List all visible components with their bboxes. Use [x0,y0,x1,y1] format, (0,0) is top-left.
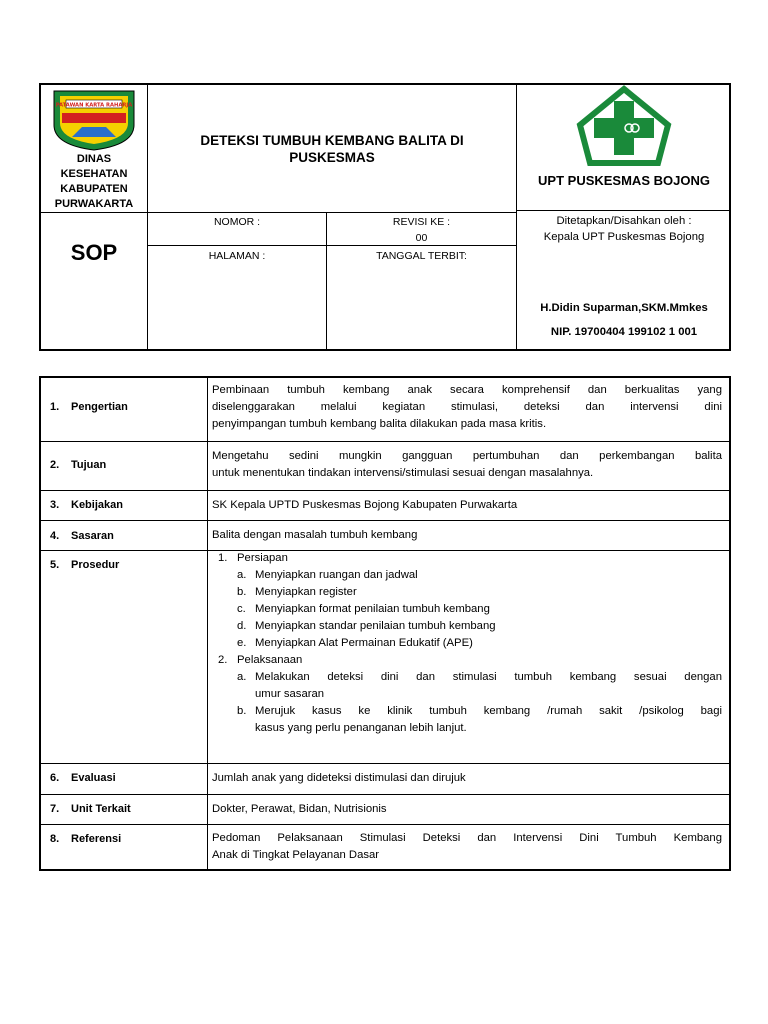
table-row [41,763,729,795]
item-line: kasus yang perlu penanganan lebih lanjut. [255,722,467,734]
row-number: 5. [50,559,60,571]
item-line: umur sasaran [255,688,325,700]
list-item [212,567,722,584]
revisi-label: REVISI KE : [392,216,451,228]
item-line: Melakukan deteksi dini dan stimulasi tumbuh kembang sesuai dengan [255,671,722,683]
purwakarta-crest-logo [52,87,136,151]
nomor-label: NOMOR : [213,216,261,228]
row-content [212,448,722,482]
table-row [41,794,729,825]
approval-line: Kepala UPT Puskesmas Bojong [543,231,705,243]
halaman-label: HALAMAN : [208,250,266,262]
content-line: Mengetahu sedini mungkin gangguan pertumbuhan dan perkembangan balita [212,450,722,462]
item-text: Menyiapkan Alat Permainan Edukatif (APE) [255,637,473,649]
item-line: Merujuk kasus ke klinik tumbuh kembang /rumah sakit /psikolog bagi [255,705,722,717]
item-marker: a. [237,569,247,581]
official-nip: NIP. 19700404 199102 1 001 [550,326,698,338]
content-line: Jumlah anak yang dideteksi distimulasi dan dirujuk [212,772,466,784]
row-content [212,830,722,864]
sop-header-table [39,83,731,351]
row-label: Pengertian [71,401,128,413]
item-text [255,703,722,737]
sop-label: SOP [70,240,118,265]
row-label: Unit Terkait [71,803,131,815]
item-marker: c. [237,603,246,615]
agency-line: KESEHATAN [60,168,128,180]
item-marker: b. [237,586,247,598]
step-marker: 1. [218,552,228,564]
content-line: penyimpangan tumbuh kembang balita dilakukan pada masa kritis. [212,418,547,430]
org-name: UPT PUSKESMAS BOJONG [538,173,710,188]
item-marker: e. [237,637,247,649]
row-label: Sasaran [71,530,114,542]
revisi-value: 00 [415,232,428,244]
row-number: 1. [50,401,60,413]
list-item [212,669,722,703]
row-label: Kebijakan [71,499,123,511]
content-line: Anak di Tingkat Pelayanan Dasar [212,849,380,861]
row-label: Evaluasi [71,772,116,784]
table-row [41,824,729,870]
table-row [41,520,729,551]
agency-line: PURWAKARTA [54,198,134,210]
item-marker: a. [237,671,247,683]
row-number: 8. [50,833,60,845]
approval-block [517,213,731,245]
row-label: Tujuan [71,459,107,471]
row-content [212,801,722,818]
agency-line: DINAS [76,153,112,165]
agency-name [41,152,147,212]
crest-banner-text: PATAWAN KARTA RAHARJA [55,102,133,109]
table-row [41,550,729,764]
prosedur-step [212,652,722,669]
sop-title-line: PUSKESMAS [289,150,375,165]
row-number: 6. [50,772,60,784]
item-text: Menyiapkan format penilaian tumbuh kembang [255,603,490,615]
content-line: SK Kepala UPTD Puskesmas Bojong Kabupaten Purwakarta [212,499,518,511]
content-line: Dokter, Perawat, Bidan, Nutrisionis [212,803,387,815]
row-content [212,382,722,433]
list-item [212,635,722,652]
row-number: 7. [50,803,60,815]
agency-line: KABUPATEN [60,183,128,195]
approval-line: Ditetapkan/Disahkan oleh : [556,215,692,227]
row-content [212,527,722,544]
content-line: Pedoman Pelaksanaan Stimulasi Deteksi dan Intervensi Dini Tumbuh Kembang [212,832,722,844]
puskesmas-logo [576,85,672,167]
table-row [41,378,729,441]
item-text: Menyiapkan register [255,586,357,598]
row-number: 2. [50,459,60,471]
content-line: diselenggarakan melalui kegiatan stimulasi, deteksi dan intervensi dini [212,401,722,413]
row-number: 4. [50,530,60,542]
row-content [212,770,722,787]
tanggal-terbit-label: TANGGAL TERBIT: [376,250,467,262]
list-item [212,601,722,618]
step-marker: 2. [218,654,228,666]
step-title: Persiapan [237,552,288,564]
list-item [212,618,722,635]
item-marker: b. [237,705,247,717]
list-item [212,703,722,737]
list-item [212,584,722,601]
prosedur-step [212,550,722,567]
content-line: untuk menentukan tindakan intervensi/stimulasi sesuai dengan masalahnya. [212,467,594,479]
row-label: Referensi [71,833,122,845]
row-number: 3. [50,499,60,511]
table-row [41,490,729,521]
content-line: Pembinaan tumbuh kembang anak secara komprehensif dan berkualitas yang [212,384,722,396]
row-label: Prosedur [71,559,120,571]
item-marker: d. [237,620,247,632]
sop-title-line: DETEKSI TUMBUH KEMBANG BALITA DI [200,133,464,148]
table-row [41,441,729,491]
prosedur-content [212,550,722,737]
content-line: Balita dengan masalah tumbuh kembang [212,529,418,541]
official-name: H.Didin Suparman,SKM.Mmkes [540,302,708,314]
item-text [255,669,722,703]
sop-content-table [39,376,731,871]
step-title: Pelaksanaan [237,654,303,666]
item-text: Menyiapkan standar penilaian tumbuh kembang [255,620,496,632]
row-content [212,497,722,514]
item-text: Menyiapkan ruangan dan jadwal [255,569,418,581]
sop-title [148,132,516,166]
